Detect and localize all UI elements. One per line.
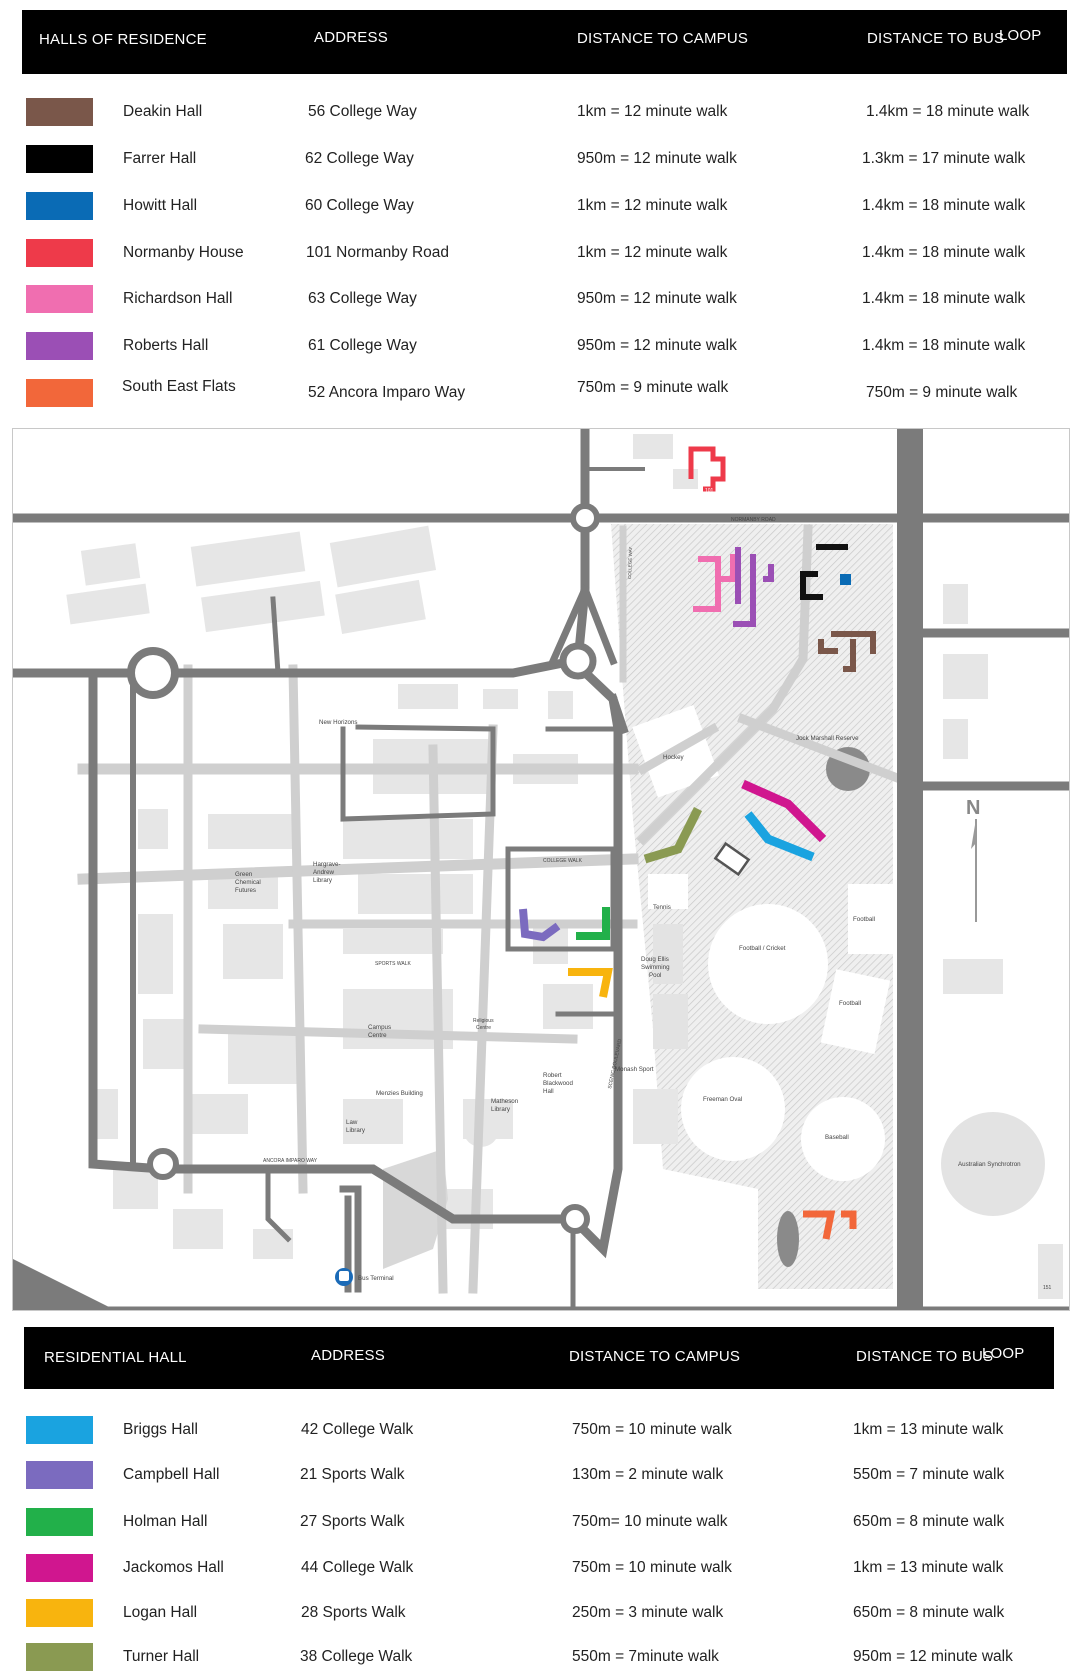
hall-address: 52 Ancora Imparo Way <box>308 384 466 401</box>
hall-address: 60 College Way <box>305 197 414 214</box>
hall-name: Holman Hall <box>123 1513 208 1530</box>
campus-centre-line-1: Campus <box>368 1024 392 1031</box>
bottom-table-header <box>24 1327 1054 1389</box>
robert-blackwood-line-1: Robert <box>543 1072 562 1079</box>
page-number-label: 151 <box>1043 1285 1052 1291</box>
header-distance-bus: DISTANCE TO BUS <box>867 30 1005 47</box>
robert-blackwood-line-2: Blackwood <box>543 1080 573 1087</box>
law-library-line-2: Library <box>346 1127 365 1134</box>
color-swatch <box>26 1554 93 1582</box>
distance-campus: 250m = 3 minute walk <box>572 1604 724 1621</box>
distance-campus: 950m = 12 minute walk <box>577 290 737 307</box>
distance-bus: 950m = 12 minute walk <box>853 1648 1013 1665</box>
hall-name: Richardson Hall <box>123 290 233 307</box>
jock-marshall-label: Jock Marshall Reserve <box>796 735 859 742</box>
hall-name: Turner Hall <box>123 1648 200 1665</box>
doug-ellis-line-3: Pool <box>649 972 662 979</box>
hockey-label: Hockey <box>663 754 684 761</box>
north-label: N <box>966 797 981 819</box>
religious-line-1: Religious <box>473 1018 494 1024</box>
distance-campus: 1km = 12 minute walk <box>577 103 728 120</box>
distance-campus: 550m = 7minute walk <box>572 1648 719 1665</box>
matheson-line-1: Matheson <box>491 1098 519 1105</box>
football-label-1: Football <box>853 916 876 923</box>
table-row <box>0 1637 1080 1677</box>
color-swatch <box>26 1599 93 1627</box>
table-row <box>0 1455 1080 1495</box>
table-row <box>0 92 1080 132</box>
hall-address: 62 College Way <box>305 150 414 167</box>
color-swatch <box>26 1508 93 1536</box>
menzies-label: Menzies Building <box>376 1090 423 1097</box>
college-way-label: COLLEGE WAY <box>627 546 634 580</box>
football-label-2: Football <box>839 1000 862 1007</box>
hall-name: Normanby House <box>123 244 244 261</box>
distance-campus: 1km = 12 minute walk <box>577 244 728 261</box>
hargrave-line-1: Hargrave- <box>313 861 341 868</box>
hall-address: 27 Sports Walk <box>300 1513 405 1530</box>
doug-ellis-line-1: Doug Ellis <box>641 956 669 963</box>
hall-address: 61 College Way <box>308 337 417 354</box>
baseball-label: Baseball <box>825 1134 849 1141</box>
scenic-boulevard-label: SCENIC BOULEVARD <box>607 1038 624 1090</box>
color-swatch <box>26 239 93 267</box>
hall-address: 63 College Way <box>308 290 417 307</box>
hall-name: Deakin Hall <box>123 103 203 120</box>
header-address: ADDRESS <box>311 1347 385 1364</box>
distance-campus: 750m = 9 minute walk <box>577 379 729 396</box>
distance-bus: 1.3km = 17 minute walk <box>862 150 1026 167</box>
header-distance-campus: DISTANCE TO CAMPUS <box>569 1348 741 1365</box>
color-swatch <box>26 98 93 126</box>
distance-campus: 750m= 10 minute walk <box>572 1513 728 1530</box>
distance-bus: 750m = 9 minute walk <box>866 384 1018 401</box>
hall-name: Howitt Hall <box>123 197 198 214</box>
distance-campus: 130m = 2 minute walk <box>572 1466 724 1483</box>
college-walk-label: COLLEGE WALK <box>543 858 582 864</box>
table-row <box>0 233 1080 273</box>
distance-bus: 1.4km = 18 minute walk <box>862 337 1026 354</box>
campus-map-drawing <box>13 429 1070 1311</box>
header-residential-hall: RESIDENTIAL HALL <box>44 1349 187 1366</box>
robert-blackwood-line-3: Hall <box>543 1088 554 1095</box>
north-arrow-icon <box>971 819 976 922</box>
distance-bus: 1.4km = 18 minute walk <box>862 290 1026 307</box>
color-swatch <box>26 1643 93 1671</box>
header-loop: LOOP <box>999 27 1042 44</box>
distance-bus: 1.4km = 18 minute walk <box>866 103 1030 120</box>
hall-name: Farrer Hall <box>123 150 197 167</box>
table-row <box>0 1548 1080 1588</box>
color-swatch <box>26 145 93 173</box>
matheson-line-2: Library <box>491 1106 510 1113</box>
green-chem-line-2: Chemical <box>235 879 261 886</box>
green-chem-line-3: Futures <box>235 887 256 894</box>
monash-sport-label: Monash Sport <box>615 1066 654 1073</box>
color-swatch <box>26 285 93 313</box>
hall-name: Roberts Hall <box>123 337 209 354</box>
distance-campus: 750m = 10 minute walk <box>572 1559 732 1576</box>
green-chem-line-1: Green <box>235 871 253 878</box>
new-horizons-label: New Horizons <box>319 719 358 726</box>
campus-centre-line-2: Centre <box>368 1032 387 1039</box>
distance-bus: 650m = 8 minute walk <box>853 1513 1005 1530</box>
football-cricket-label: Football / Cricket <box>739 945 786 952</box>
religious-line-2: Centre <box>476 1025 492 1031</box>
distance-bus: 1.4km = 18 minute walk <box>862 197 1026 214</box>
color-swatch <box>26 332 93 360</box>
header-distance-campus: DISTANCE TO CAMPUS <box>577 30 749 47</box>
header-address: ADDRESS <box>314 29 388 46</box>
law-library-line-1: Law <box>346 1119 358 1126</box>
hall-address: 56 College Way <box>308 103 417 120</box>
bus-icon <box>335 1268 353 1286</box>
distance-bus: 1km = 13 minute walk <box>853 1559 1004 1576</box>
distance-campus: 950m = 12 minute walk <box>577 337 737 354</box>
header-halls: HALLS OF RESIDENCE <box>39 31 207 48</box>
hall-address: 38 College Walk <box>300 1648 413 1665</box>
main-roads <box>13 429 1070 1311</box>
color-swatch <box>26 379 93 407</box>
hall-address: 101 Normanby Road <box>306 244 450 261</box>
hall-name: Logan Hall <box>123 1604 198 1621</box>
distance-bus: 1.4km = 18 minute walk <box>862 244 1026 261</box>
color-swatch <box>26 1461 93 1489</box>
bus-terminal-label: Bus Terminal <box>358 1275 394 1282</box>
hargrave-line-2: Andrew <box>313 869 334 876</box>
hall-address: 21 Sports Walk <box>300 1466 405 1483</box>
color-swatch <box>26 1416 93 1444</box>
table-row <box>0 373 1080 413</box>
distance-campus: 750m = 10 minute walk <box>572 1421 732 1438</box>
normanby-number-label: 101 <box>705 488 714 494</box>
distance-bus: 550m = 7 minute walk <box>853 1466 1005 1483</box>
color-swatch <box>26 192 93 220</box>
table-row <box>0 1593 1080 1633</box>
table-row <box>0 139 1080 179</box>
table-row <box>0 1502 1080 1542</box>
tennis-label: Tennis <box>653 904 671 911</box>
australian-synchrotron-label: Australian Synchrotron <box>958 1161 1021 1168</box>
hall-name: Briggs Hall <box>123 1421 198 1438</box>
top-table-header <box>22 10 1067 74</box>
header-loop: LOOP <box>982 1345 1025 1362</box>
hall-name: South East Flats <box>122 378 236 395</box>
ancora-imparo-label: ANCORA IMPARO WAY <box>263 1158 318 1164</box>
campus-map <box>12 428 1070 1311</box>
hall-address: 42 College Walk <box>301 1421 414 1438</box>
header-distance-bus: DISTANCE TO BUS <box>856 1348 994 1365</box>
distance-campus: 1km = 12 minute walk <box>577 197 728 214</box>
hall-address: 44 College Walk <box>301 1559 414 1576</box>
hall-address: 28 Sports Walk <box>301 1604 406 1621</box>
freeman-oval-label: Freeman Oval <box>703 1096 743 1103</box>
distance-bus: 1km = 13 minute walk <box>853 1421 1004 1438</box>
distance-bus: 650m = 8 minute walk <box>853 1604 1005 1621</box>
table-row <box>0 279 1080 319</box>
table-row <box>0 186 1080 226</box>
doug-ellis-line-2: Swimming <box>641 964 670 971</box>
howitt-hall-marker <box>840 574 851 585</box>
distance-campus: 950m = 12 minute walk <box>577 150 737 167</box>
normanby-road-label: NORMANBY ROAD <box>731 517 776 523</box>
hargrave-line-3: Library <box>313 877 332 884</box>
table-row <box>0 326 1080 366</box>
sports-walk-label: SPORTS WALK <box>375 961 411 967</box>
hall-name: Jackomos Hall <box>123 1559 224 1576</box>
table-row <box>0 1410 1080 1450</box>
hall-name: Campbell Hall <box>123 1466 220 1483</box>
